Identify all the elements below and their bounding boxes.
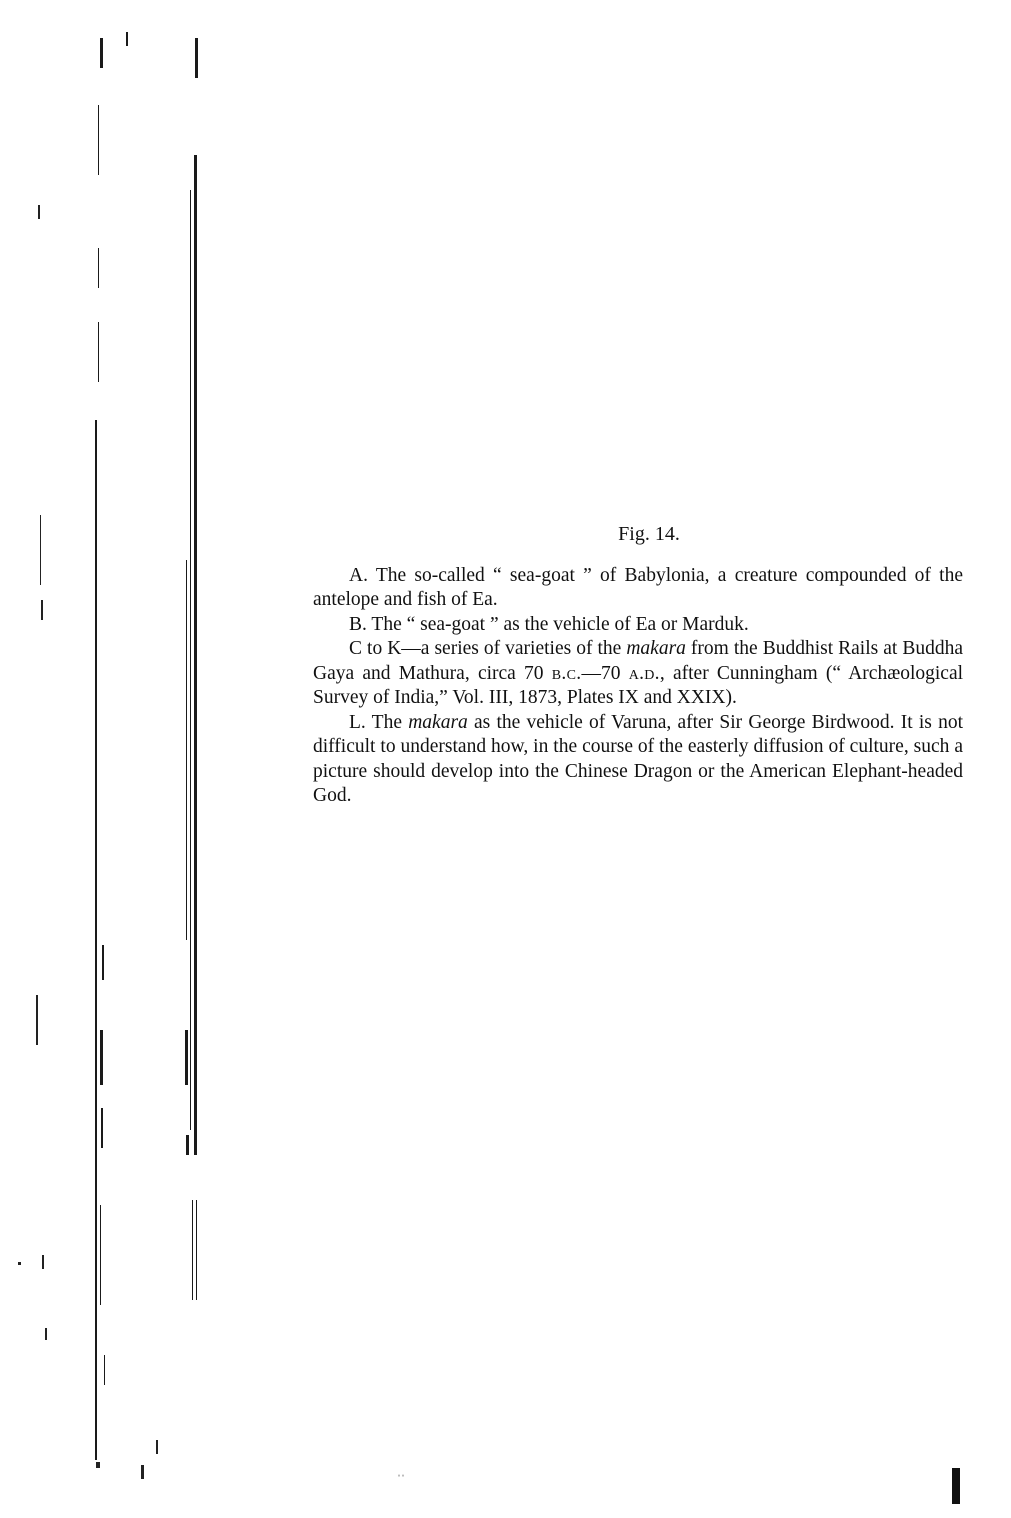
gutter-line [126,32,128,46]
gutter-line [102,945,104,980]
gutter-speck [41,600,43,620]
caption-paragraph-b: B. The “ sea-goat ” as the vehicle of Ea or Marduk. [349,613,749,635]
figure-caption [313,522,963,809]
page-edge-mark [952,1468,960,1504]
caption-paragraph-l [313,711,963,809]
gutter-line [98,322,99,382]
gutter-line [98,248,99,288]
gutter-line [100,1205,101,1305]
gutter-line [101,1108,103,1148]
text-run: C to K—a series of varieties of the [349,638,627,659]
gutter-line [98,105,99,175]
gutter-speck [141,1465,144,1479]
text-run: from the Buddhist Rails at Buddha Gaya and Mathura, circa 70 [313,638,963,684]
gutter-line [196,1200,197,1300]
gutter-line [195,38,198,78]
caption-paragraph-c [313,637,963,711]
gutter-speck [18,1262,21,1265]
gutter-line [104,1355,105,1385]
gutter-speck [156,1440,158,1454]
gutter-speck [40,515,41,585]
caption-paragraph-a: A. The so-called “ sea-goat ” of Babylonia, a creature compounded of the antelope and fish of Ea. [313,564,963,610]
figure-label: Fig. 14. [618,523,680,545]
gutter-line [192,1200,193,1300]
gutter-line [186,1135,189,1155]
italic-term: makara [626,638,686,659]
gutter-line [100,38,103,68]
gutter-line [194,155,197,1155]
gutter-line [185,1030,188,1085]
gutter-line [186,560,187,940]
gutter-line [100,1030,103,1085]
gutter-speck [96,1462,100,1468]
era-abbreviation: b.c. [551,662,582,684]
gutter-line [190,190,191,1130]
text-run: —70 [581,662,629,684]
text-run: as the vehicle of Varuna, after Sir George Birdwood. It is not difficult to understand how, in the course of the easterly diffusion of culture, such a picture should develop into the Chinese Dragon or the American Elephant-headed God. [313,711,963,806]
era-abbreviation: a.d. [628,662,660,684]
text-run: , after Cunningham (“ Archæological Survey of India,” Vol. III, 1873, Plates IX and XXIX). [313,662,964,708]
bottom-speck: ˈˈ [397,1472,405,1486]
italic-term: makara [408,711,468,733]
gutter-speck [36,995,38,1045]
gutter-line [95,420,97,1460]
text-run: L. The [349,711,409,733]
scanned-binding-gutter [0,0,220,1518]
gutter-speck [38,205,40,219]
gutter-speck [45,1328,47,1340]
gutter-speck [42,1255,44,1269]
